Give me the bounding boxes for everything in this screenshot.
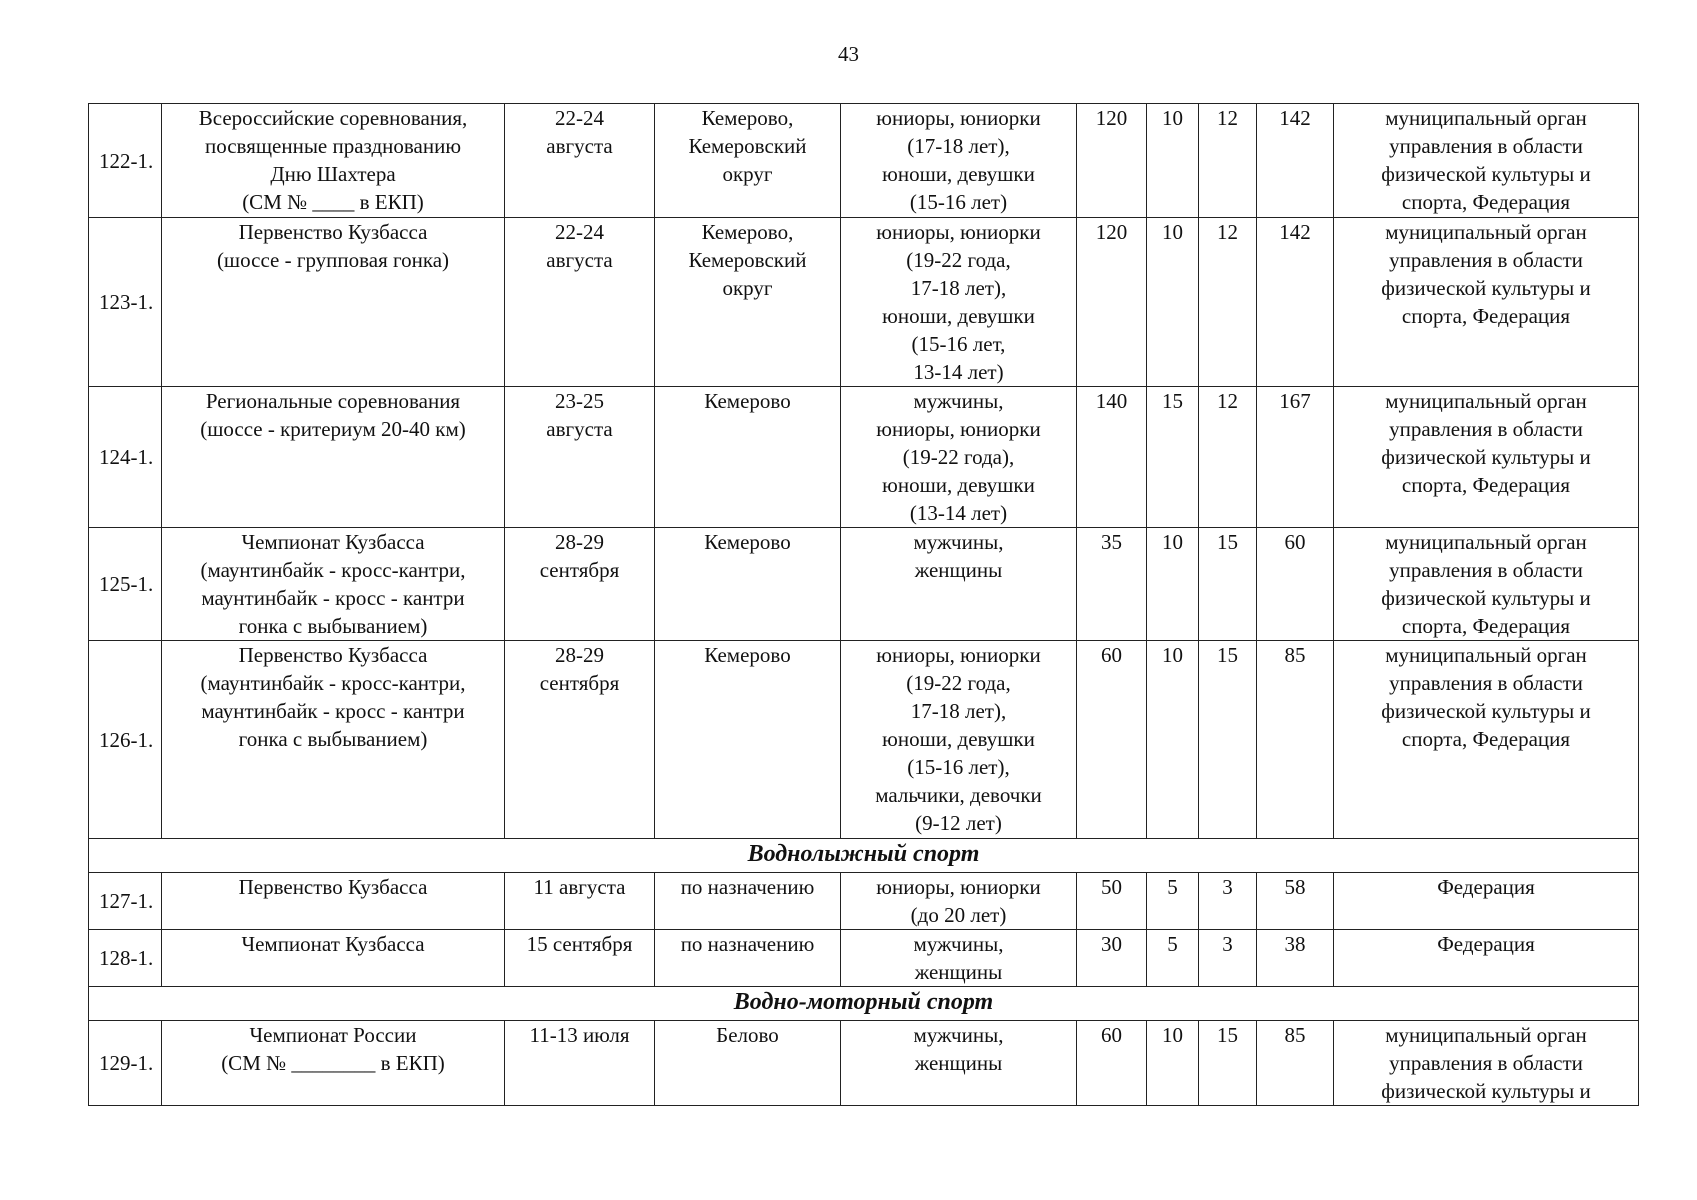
event-organizer: муниципальный орган управления в области физической культуры и спорта, Федерация [1381,106,1591,214]
event-place: Белово [716,1023,779,1047]
event-organizer: муниципальный орган управления в области физической культуры и спорта, Федерация [1381,643,1591,751]
count-coaches-cell [1147,641,1199,839]
count-athletes-cell [1077,1021,1147,1106]
row-number: 122-1. [99,148,154,173]
event-dates: 22-24 августа [546,220,613,272]
count-coaches-cell [1147,528,1199,641]
event-participants-cell [841,1021,1077,1106]
event-place: Кемерово [704,643,791,667]
table-row [89,641,1639,839]
event-participants-cell [841,528,1077,641]
count-judges-cell [1199,218,1257,387]
page-number: 43 [838,42,859,66]
count-total-cell [1257,930,1334,987]
count-coaches: 5 [1167,875,1178,899]
row-number-cell [89,930,162,987]
event-name-cell [162,1021,505,1106]
event-dates-cell [505,1021,655,1106]
count-coaches: 10 [1162,1023,1183,1047]
count-coaches-cell [1147,1021,1199,1106]
count-coaches: 10 [1162,220,1183,244]
count-total: 142 [1279,106,1311,130]
count-athletes: 35 [1101,530,1122,554]
count-total-cell [1257,218,1334,387]
event-name: Всероссийские соревнования, посвященные празднованию Дню Шахтера (СМ № ____ в ЕКП) [198,106,468,214]
event-name: Чемпионат России (СМ № ________ в ЕКП) [221,1023,445,1075]
count-total: 60 [1284,530,1306,554]
event-place: по назначению [680,875,815,899]
count-judges-cell [1199,528,1257,641]
count-judges-cell [1199,1021,1257,1106]
event-dates: 23-25 августа [546,389,613,441]
event-participants: юниоры, юниорки (до 20 лет) [876,875,1041,927]
count-judges: 15 [1217,643,1238,667]
count-athletes-cell [1077,104,1147,218]
event-participants: юниоры, юниорки (19-22 года, 17-18 лет), юноши, девушки (15-16 лет, 13-14 лет) [876,220,1041,384]
event-dates-cell [505,387,655,528]
count-total-cell [1257,387,1334,528]
event-place: Кемерово, Кемеровский округ [688,106,807,186]
count-coaches-cell [1147,387,1199,528]
event-name-cell [162,104,505,218]
table-row [89,387,1639,528]
count-coaches: 15 [1162,389,1183,413]
event-place: по назначению [680,932,815,956]
count-athletes-cell [1077,528,1147,641]
count-judges: 12 [1217,389,1238,413]
section-row [89,987,1639,1021]
row-number: 125-1. [99,572,154,596]
event-participants-cell [841,930,1077,987]
event-participants-cell [841,387,1077,528]
event-organizer: муниципальный орган управления в области физической культуры и спорта, Федерация [1381,220,1591,328]
count-athletes: 60 [1101,1023,1122,1047]
row-number: 123-1. [99,290,154,314]
row-number: 124-1. [99,445,154,469]
event-organizer-cell [1334,528,1639,641]
event-organizer: Федерация [1437,932,1535,956]
count-athletes-cell [1077,218,1147,387]
schedule-table-body [89,104,1639,1106]
count-athletes: 60 [1101,643,1122,667]
count-athletes: 30 [1101,932,1122,956]
event-dates: 28-29 сентября [539,530,620,582]
event-place-cell [655,1021,841,1106]
table-row [89,930,1639,987]
event-name: Первенство Кузбасса [238,875,428,899]
event-place-cell [655,387,841,528]
row-number-cell [89,1021,162,1106]
event-place-cell [655,641,841,839]
count-total: 85 [1284,643,1306,667]
event-name-cell [162,641,505,839]
count-athletes: 50 [1101,875,1122,899]
count-total: 167 [1279,389,1311,413]
event-participants: юниоры, юниорки (17-18 лет), юноши, девушки (15-16 лет) [876,106,1041,214]
row-number: 126-1. [99,727,154,752]
event-organizer-cell [1334,873,1639,930]
row-number-cell [89,218,162,387]
count-coaches-cell [1147,218,1199,387]
event-dates-cell [505,641,655,839]
count-coaches: 10 [1162,106,1183,130]
event-name-cell [162,528,505,641]
count-coaches: 5 [1167,932,1178,956]
event-place-cell [655,930,841,987]
event-dates: 11-13 июля [529,1023,630,1047]
event-participants-cell [841,873,1077,930]
event-name: Первенство Кузбасса (шоссе - групповая гонка) [216,220,450,272]
count-judges-cell [1199,641,1257,839]
count-total-cell [1257,1021,1334,1106]
count-total: 142 [1279,220,1311,244]
event-name: Региональные соревнования (шоссе - критериум 20-40 км) [200,389,466,441]
row-number-cell [89,387,162,528]
event-dates-cell [505,528,655,641]
count-athletes-cell [1077,873,1147,930]
count-judges: 3 [1222,932,1233,956]
event-organizer-cell [1334,104,1639,218]
event-organizer: муниципальный орган управления в области физической культуры и спорта, Федерация [1381,389,1591,497]
event-participants: мужчины, женщины [913,1023,1004,1075]
event-participants-cell [841,641,1077,839]
count-judges: 12 [1217,106,1238,130]
count-coaches-cell [1147,104,1199,218]
count-total: 58 [1284,875,1306,899]
row-number-cell [89,528,162,641]
count-athletes: 120 [1095,106,1128,130]
event-place-cell [655,104,841,218]
row-number-cell [89,873,162,930]
count-total-cell [1257,873,1334,930]
row-number: 128-1. [99,946,154,970]
event-place: Кемерово [704,389,791,413]
count-total-cell [1257,104,1334,218]
event-dates-cell [505,218,655,387]
event-name-cell [162,387,505,528]
count-judges: 3 [1222,875,1233,899]
event-participants: юниоры, юниорки (19-22 года, 17-18 лет), юноши, девушки (15-16 лет), мальчики, девочки (9-12 лет) [875,643,1042,835]
count-athletes-cell [1077,930,1147,987]
event-name-cell [162,218,505,387]
event-place: Кемерово, Кемеровский округ [688,220,807,300]
count-judges: 15 [1217,530,1238,554]
count-judges-cell [1199,873,1257,930]
event-place: Кемерово [704,530,791,554]
event-participants: мужчины, женщины [913,932,1004,984]
event-participants-cell [841,218,1077,387]
schedule-table [88,103,1639,1106]
row-number: 129-1. [99,1051,154,1075]
event-organizer: муниципальный орган управления в области физической культуры и [1381,1023,1591,1103]
count-athletes-cell [1077,387,1147,528]
event-participants-cell [841,104,1077,218]
count-judges: 12 [1217,220,1238,244]
event-dates-cell [505,873,655,930]
event-dates: 11 августа [533,875,626,899]
count-athletes-cell [1077,641,1147,839]
count-total-cell [1257,641,1334,839]
row-number-cell [89,104,162,218]
event-dates-cell [505,104,655,218]
event-name-cell [162,930,505,987]
count-athletes: 120 [1095,220,1128,244]
event-dates-cell [505,930,655,987]
event-name: Чемпионат Кузбасса (маунтинбайк - кросс-кантри, маунтинбайк - кросс - кантри гонка с выбыванием) [200,530,466,638]
count-coaches-cell [1147,873,1199,930]
event-organizer: Федерация [1437,875,1535,899]
count-judges-cell [1199,930,1257,987]
event-organizer-cell [1334,930,1639,987]
event-organizer: муниципальный орган управления в области физической культуры и спорта, Федерация [1381,530,1591,638]
event-dates: 22-24 августа [546,106,613,158]
table-row [89,873,1639,930]
table-row [89,1021,1639,1106]
count-judges-cell [1199,387,1257,528]
event-name-cell [162,873,505,930]
event-organizer-cell [1334,218,1639,387]
count-judges: 15 [1217,1023,1238,1047]
count-coaches: 10 [1162,530,1183,554]
section-row [89,839,1639,873]
table-row [89,218,1639,387]
event-participants: мужчины, женщины [913,530,1004,582]
count-total-cell [1257,528,1334,641]
event-place-cell [655,528,841,641]
event-dates: 28-29 сентября [539,643,620,695]
row-number-cell [89,641,162,839]
count-total: 38 [1284,932,1306,956]
event-organizer-cell [1334,641,1639,839]
count-coaches-cell [1147,930,1199,987]
row-number: 127-1. [99,889,154,913]
event-participants: мужчины, юниоры, юниорки (19-22 года), юноши, девушки (13-14 лет) [876,389,1041,525]
event-name: Первенство Кузбасса (маунтинбайк - кросс-кантри, маунтинбайк - кросс - кантри гонка с выбыванием) [200,643,466,751]
event-dates: 15 сентября [526,932,633,956]
event-organizer-cell [1334,387,1639,528]
table-row [89,528,1639,641]
section-title: Водно-моторный спорт [89,987,1639,1021]
count-coaches: 10 [1162,643,1183,667]
count-athletes: 140 [1095,389,1128,413]
count-judges-cell [1199,104,1257,218]
count-total: 85 [1284,1023,1306,1047]
section-title: Воднолыжный спорт [89,839,1639,873]
event-place-cell [655,218,841,387]
event-place-cell [655,873,841,930]
event-organizer-cell [1334,1021,1639,1106]
event-name: Чемпионат Кузбасса [241,932,425,956]
table-row [89,104,1639,218]
